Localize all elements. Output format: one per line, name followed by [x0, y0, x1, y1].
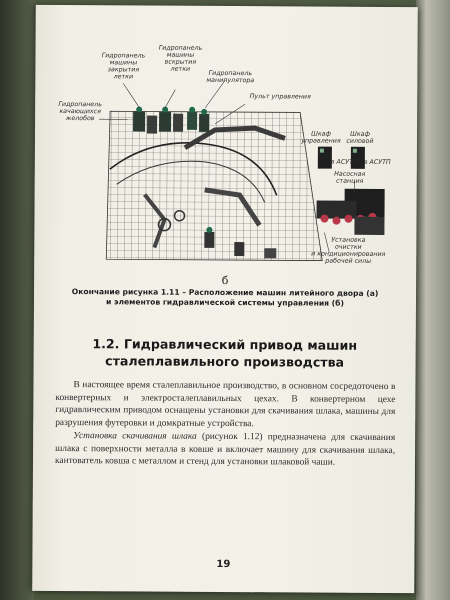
label-cleaning-unit: Установка очистки и кондиционирования рабочей силы: [311, 236, 386, 265]
figure-caption: [54, 287, 396, 309]
page-stack-edge: [416, 0, 450, 600]
page-number: 19: [216, 558, 231, 571]
figure-hydraulic-layout: [54, 19, 396, 283]
section-heading: [54, 335, 396, 371]
label-manipulator-panel: Гидропанель манипулятора: [206, 69, 255, 85]
label-to-asutp-1: в АСУТП: [330, 158, 358, 166]
label-pump-station: Насосная станция: [334, 170, 366, 185]
pump-station: [316, 189, 384, 235]
book-page: [32, 5, 418, 593]
paragraph-2-emphasis: Установка скачивания шлака: [73, 430, 197, 442]
label-control-cabinet: Шкаф управления: [301, 130, 341, 145]
paragraph-1: В настоящее время сталеплавильное производство, в основном сосредоточено в конвертерных и электросталеплавильных цехах. В конвертерном цехе гидравлическим приводом оснащены установки для скачивания шлака, машины для разрушения футеровки и домкратные устройства.: [55, 380, 396, 430]
caption-line-2: и элементов гидравлической системы управления (б): [105, 297, 344, 308]
label-to-asutp-2: в АСУТП: [363, 158, 391, 167]
label-tap-opening-panel: Гидропанель машины вскрытия летки: [158, 44, 203, 73]
label-tilting-trough-panel: Гидропанель качающихся желобов: [58, 100, 102, 123]
label-power-cabinet: Шкаф силовой: [346, 130, 374, 145]
body-text: [55, 379, 396, 470]
paragraph-2-text: (рисунок 1.12) предназначена для скачивания шлака с поверхности металла в ковше и включает машину для скачивания шлака, кантователь ковша с металлом и стенд для установки шлаковой чаши.: [54, 431, 396, 468]
heading-line-1: 1.2. Гидравлический привод машин: [92, 336, 358, 353]
book-spine-shadow: [0, 0, 34, 600]
heading-line-2: сталеплавильного производства: [105, 353, 345, 370]
label-control-desk: Пульт управления: [249, 93, 311, 101]
caption-line-1: Окончание рисунка 1.11 – Расположение машин литейного двора (а): [71, 287, 379, 298]
label-tap-closing-panel: Гидропанель машины закрытия летки: [101, 52, 146, 81]
figure-sub-label: б: [221, 273, 229, 288]
paragraph-2: [55, 430, 395, 470]
